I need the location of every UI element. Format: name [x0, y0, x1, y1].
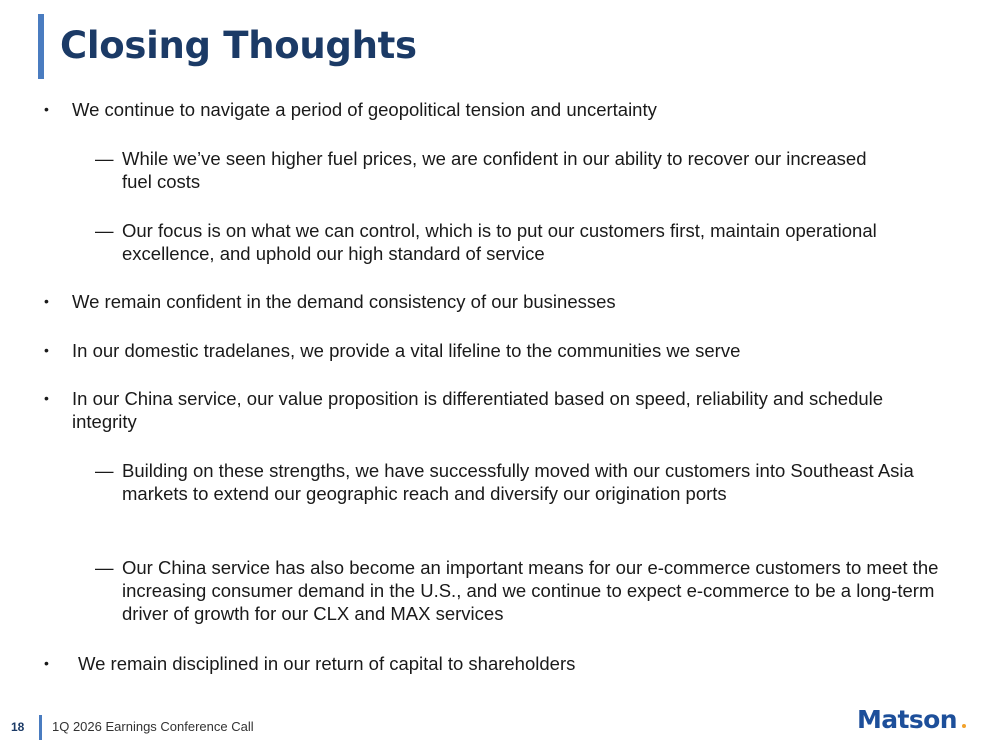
- bullet-item: In our domestic tradelanes, we provide a vital lifeline to the communities we serve: [72, 340, 741, 361]
- bullet-item: We remain confident in the demand consistency of our businesses: [72, 291, 616, 312]
- bullet-marker: •: [44, 342, 49, 358]
- footer-caption: 1Q 2026 Earnings Conference Call: [52, 719, 254, 734]
- logo-dot-icon: [962, 724, 966, 728]
- sub-bullet-item: Building on these strengths, we have successfully moved with our customers into Southeast Asia markets to extend our geographic reach and diversify our origination ports: [122, 460, 914, 504]
- matson-logo: Matson: [857, 705, 957, 734]
- dash-marker: —: [95, 148, 114, 169]
- dash-marker: —: [95, 220, 114, 241]
- slide-title: Closing Thoughts: [60, 24, 417, 67]
- footer-divider: [39, 715, 42, 740]
- bullet-marker: •: [44, 655, 49, 671]
- dash-marker: —: [95, 557, 114, 578]
- bullet-marker: •: [44, 390, 49, 406]
- sub-bullet-item: Our China service has also become an important means for our e-commerce customers to meet the increasing consumer demand in the U.S., and we continue to expect e-commerce to be a long-term driver of growth for our CLX and MAX services: [122, 557, 939, 624]
- page-number: 18: [11, 720, 25, 734]
- bullet-item: We remain disciplined in our return of capital to shareholders: [78, 653, 576, 674]
- bullet-marker: •: [44, 101, 49, 117]
- bullet-item: In our China service, our value proposition is differentiated based on speed, reliability and schedule integrity: [72, 388, 884, 432]
- sub-bullet-item: While we’ve seen higher fuel prices, we are confident in our ability to recover our increased fuel costs: [122, 148, 867, 192]
- sub-bullet-item: Our focus is on what we can control, which is to put our customers first, maintain operational excellence, and uphold our high standard of service: [122, 220, 877, 264]
- dash-marker: —: [95, 460, 114, 481]
- bullet-marker: •: [44, 293, 49, 309]
- bullet-item: We continue to navigate a period of geopolitical tension and uncertainty: [72, 99, 657, 120]
